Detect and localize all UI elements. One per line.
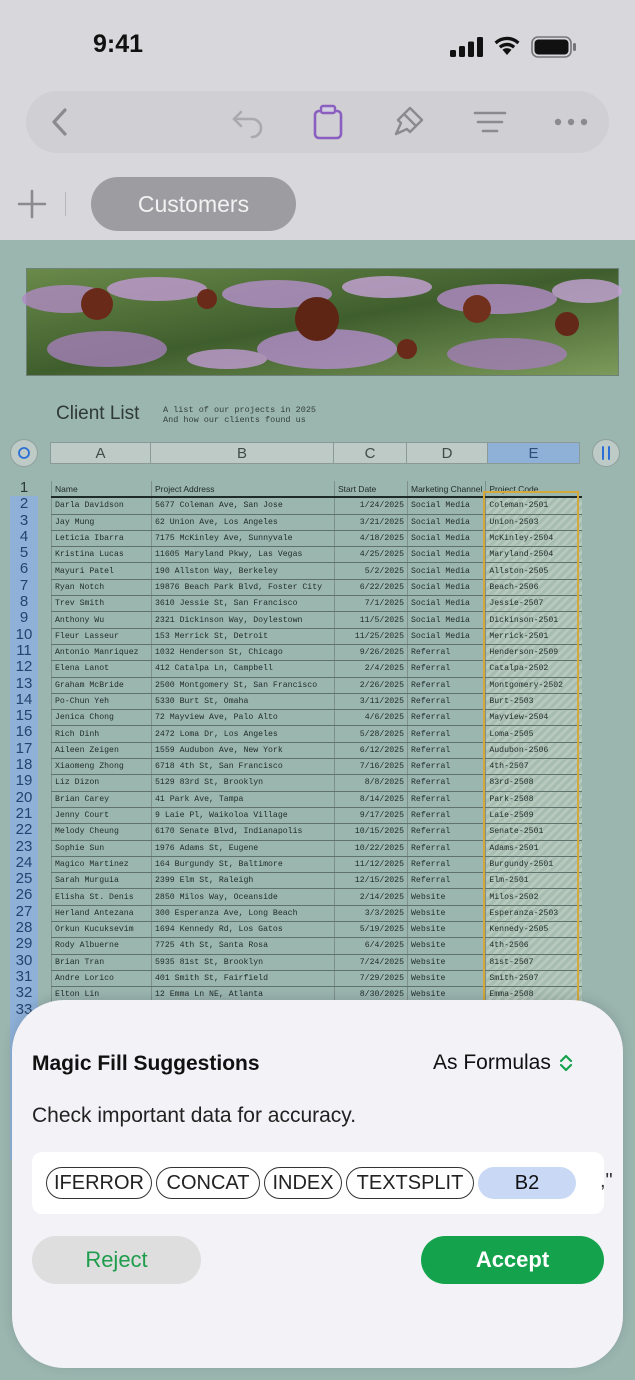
cell-marketing-channel[interactable]: Referral xyxy=(408,661,486,677)
cell-marketing-channel[interactable]: Social Media xyxy=(408,612,486,628)
cell-start-date[interactable]: 11/12/2025 xyxy=(335,856,408,872)
row-number[interactable]: 13 xyxy=(10,676,38,692)
row-number-column xyxy=(10,480,38,1018)
cell-project-address[interactable]: 7175 McKinley Ave, Sunnyvale xyxy=(152,530,335,546)
cell-name[interactable]: Elton Lin xyxy=(52,987,152,1003)
cell-project-address[interactable]: 2472 Loma Dr, Los Angeles xyxy=(152,726,335,742)
column-header-bar xyxy=(50,442,580,464)
cell-project-code[interactable]: Emma-2508 xyxy=(486,987,582,1003)
undo-button[interactable] xyxy=(216,91,280,153)
row-number[interactable]: 10 xyxy=(10,627,38,643)
cell-marketing-channel[interactable]: Website xyxy=(408,905,486,921)
cell-project-address[interactable]: 5677 Coleman Ave, San Jose xyxy=(152,497,335,514)
row-number[interactable]: 14 xyxy=(10,692,38,708)
cell-project-code[interactable]: Esperanza-2503 xyxy=(486,905,582,921)
cell-start-date[interactable]: 8/30/2025 xyxy=(335,987,408,1003)
row-number[interactable]: 2 xyxy=(10,496,38,512)
cell-project-address[interactable]: 11605 Maryland Pkwy, Las Vegas xyxy=(152,547,335,563)
cell-start-date[interactable]: 9/17/2025 xyxy=(335,807,408,823)
formula-token-index[interactable]: INDEX xyxy=(264,1167,342,1199)
table-row xyxy=(52,856,582,872)
table-row xyxy=(52,579,582,595)
pause-handle-icon xyxy=(600,446,612,460)
cell-start-date[interactable]: 3/3/2025 xyxy=(335,905,408,921)
table-body xyxy=(52,497,582,1003)
circle-handle-icon xyxy=(17,446,31,460)
table-row xyxy=(52,775,582,791)
select-all-handle[interactable] xyxy=(10,439,38,467)
more-icon xyxy=(554,118,588,126)
table-row xyxy=(52,596,582,612)
cell-name[interactable]: Melody Cheung xyxy=(52,824,152,840)
cell-project-address[interactable]: 72 Mayview Ave, Palo Alto xyxy=(152,710,335,726)
row-number[interactable]: 1 xyxy=(19,479,29,496)
cell-name[interactable]: Darla Davidson xyxy=(52,497,152,514)
cell-start-date[interactable]: 6/12/2025 xyxy=(335,742,408,758)
cell-start-date[interactable]: 12/15/2025 xyxy=(335,873,408,889)
cell-start-date[interactable]: 8/8/2025 xyxy=(335,775,408,791)
cell-start-date[interactable]: 11/25/2025 xyxy=(335,628,408,644)
cell-project-code[interactable]: 81st-2507 xyxy=(486,954,582,970)
row-number[interactable]: 19 xyxy=(10,773,38,789)
formula-mode-label: As Formulas xyxy=(433,1051,551,1074)
cell-marketing-channel[interactable]: Website xyxy=(408,922,486,938)
cell-name[interactable]: Magico Martinez xyxy=(52,856,152,872)
data-table xyxy=(51,481,582,1004)
cell-name[interactable]: Mayuri Patel xyxy=(52,563,152,579)
cell-name[interactable]: Elisha St. Denis xyxy=(52,889,152,905)
header-start-date[interactable]: Start Date xyxy=(335,481,408,497)
cell-name[interactable]: Andre Lorico xyxy=(52,970,152,986)
row-number[interactable]: 18 xyxy=(10,757,38,773)
row-number[interactable]: 12 xyxy=(10,659,38,675)
cell-project-address[interactable]: 190 Allston Way, Berkeley xyxy=(152,563,335,579)
cell-project-code[interactable]: Dickinson-2501 xyxy=(486,612,582,628)
row-number[interactable]: 22 xyxy=(10,822,38,838)
cell-name[interactable]: Rich Dinh xyxy=(52,726,152,742)
clipboard-button[interactable] xyxy=(296,91,360,153)
battery-icon xyxy=(531,36,577,58)
cell-project-code[interactable]: Elm-2501 xyxy=(486,873,582,889)
cell-name[interactable]: Brian Carey xyxy=(52,791,152,807)
cell-project-address[interactable]: 401 Smith St, Fairfield xyxy=(152,970,335,986)
cell-marketing-channel[interactable]: Referral xyxy=(408,856,486,872)
sheet-title[interactable]: Client List xyxy=(56,403,140,424)
cell-name[interactable]: Herland Antezana xyxy=(52,905,152,921)
row-number[interactable]: 17 xyxy=(10,741,38,757)
formula-token-iferror[interactable]: IFERROR xyxy=(46,1167,152,1199)
table-row xyxy=(52,840,582,856)
paintbrush-icon xyxy=(390,104,426,140)
cell-project-address[interactable]: 19876 Beach Park Blvd, Foster City xyxy=(152,579,335,595)
table-row xyxy=(52,693,582,709)
cell-project-code[interactable]: Park-2508 xyxy=(486,791,582,807)
cell-marketing-channel[interactable]: Website xyxy=(408,970,486,986)
formula-preview[interactable] xyxy=(32,1152,613,1214)
cell-project-address[interactable]: 2500 Montgomery St, San Francisco xyxy=(152,677,335,693)
cell-project-code[interactable]: Senate-2501 xyxy=(486,824,582,840)
table-row xyxy=(52,644,582,660)
cell-project-code[interactable]: Allston-2505 xyxy=(486,563,582,579)
row-number[interactable]: 4 xyxy=(10,529,38,545)
column-header-e[interactable]: E xyxy=(487,442,580,464)
cell-start-date[interactable]: 10/22/2025 xyxy=(335,840,408,856)
cell-project-code[interactable]: Catalpa-2502 xyxy=(486,661,582,677)
cell-start-date[interactable]: 7/1/2025 xyxy=(335,596,408,612)
cell-project-address[interactable]: 9 Laie Pl, Waikoloa Village xyxy=(152,807,335,823)
cell-name[interactable]: Anthony Wu xyxy=(52,612,152,628)
cell-start-date[interactable]: 4/25/2025 xyxy=(335,547,408,563)
back-icon xyxy=(50,107,70,137)
cell-start-date[interactable]: 7/24/2025 xyxy=(335,954,408,970)
cell-marketing-channel[interactable]: Website xyxy=(408,889,486,905)
cell-marketing-channel[interactable]: Referral xyxy=(408,710,486,726)
row-number[interactable]: 23 xyxy=(10,839,38,855)
cell-start-date[interactable]: 3/11/2025 xyxy=(335,693,408,709)
cell-marketing-channel[interactable]: Website xyxy=(408,938,486,954)
cell-marketing-channel[interactable]: Referral xyxy=(408,677,486,693)
cell-marketing-channel[interactable]: Referral xyxy=(408,791,486,807)
table-row xyxy=(52,710,582,726)
table-row xyxy=(52,612,582,628)
tab-divider xyxy=(65,192,66,216)
cell-project-code[interactable]: 4th-2506 xyxy=(486,938,582,954)
cell-marketing-channel[interactable]: Social Media xyxy=(408,563,486,579)
table-row xyxy=(52,824,582,840)
row-number[interactable]: 6 xyxy=(10,561,38,577)
cell-start-date[interactable]: 11/5/2025 xyxy=(335,612,408,628)
cell-project-code[interactable]: Burgundy-2501 xyxy=(486,856,582,872)
table-row xyxy=(52,905,582,921)
cell-project-address[interactable]: 1694 Kennedy Rd, Los Gatos xyxy=(152,922,335,938)
cell-name[interactable]: Ryan Notch xyxy=(52,579,152,595)
cell-project-address[interactable]: 300 Esperanza Ave, Long Beach xyxy=(152,905,335,921)
cell-project-address[interactable]: 164 Burgundy St, Baltimore xyxy=(152,856,335,872)
cell-start-date[interactable]: 4/6/2025 xyxy=(335,710,408,726)
row-number[interactable]: 24 xyxy=(10,855,38,871)
cell-name[interactable]: Aileen Zeigen xyxy=(52,742,152,758)
cell-name[interactable]: Kristina Lucas xyxy=(52,547,152,563)
cell-start-date[interactable]: 7/29/2025 xyxy=(335,970,408,986)
cell-project-code[interactable]: 83rd-2508 xyxy=(486,775,582,791)
accuracy-message: Check important data for accuracy. xyxy=(32,1104,357,1127)
cell-project-code[interactable]: Beach-2506 xyxy=(486,579,582,595)
cell-marketing-channel[interactable]: Referral xyxy=(408,824,486,840)
more-button[interactable] xyxy=(539,91,603,153)
column-header-d[interactable]: D xyxy=(406,442,487,464)
cell-name[interactable]: Liz Dizon xyxy=(52,775,152,791)
row-number[interactable]: 8 xyxy=(10,594,38,610)
table-row xyxy=(52,726,582,742)
cell-name[interactable]: Jenny Court xyxy=(52,807,152,823)
banner-image[interactable] xyxy=(26,268,619,376)
flower-banner-image xyxy=(27,269,618,375)
cell-start-date[interactable]: 2/14/2025 xyxy=(335,889,408,905)
table-row xyxy=(52,873,582,889)
cell-project-code[interactable]: Coleman-2501 xyxy=(486,497,582,514)
tab-customers[interactable]: Customers xyxy=(91,177,296,231)
cell-start-date[interactable]: 6/4/2025 xyxy=(335,938,408,954)
cell-name[interactable]: Sophie Sun xyxy=(52,840,152,856)
cell-name[interactable]: Orkun Kucuksevim xyxy=(52,922,152,938)
header-project-address[interactable]: Project Address xyxy=(152,481,335,497)
table-row xyxy=(52,922,582,938)
back-button[interactable] xyxy=(28,91,92,153)
table-row xyxy=(52,807,582,823)
formula-token-concat[interactable]: CONCAT xyxy=(156,1167,260,1199)
table-row xyxy=(52,661,582,677)
table-row xyxy=(52,742,582,758)
cell-marketing-channel[interactable]: Social Media xyxy=(408,547,486,563)
cell-start-date[interactable]: 3/21/2025 xyxy=(335,514,408,530)
cell-project-code[interactable]: Smith-2507 xyxy=(486,970,582,986)
cell-name[interactable]: Antonio Manriquez xyxy=(52,644,152,660)
cell-project-code[interactable]: Audubon-2506 xyxy=(486,742,582,758)
cell-project-address[interactable]: 62 Union Ave, Los Angeles xyxy=(152,514,335,530)
cell-project-address[interactable]: 2850 Milos Way, Oceanside xyxy=(152,889,335,905)
cell-project-address[interactable]: 5330 Burt St, Omaha xyxy=(152,693,335,709)
table-row xyxy=(52,970,582,986)
cell-start-date[interactable]: 8/14/2025 xyxy=(335,791,408,807)
cell-marketing-channel[interactable]: Social Media xyxy=(408,514,486,530)
table-row xyxy=(52,677,582,693)
cell-name[interactable]: Po-Chun Yeh xyxy=(52,693,152,709)
cell-start-date[interactable]: 9/26/2025 xyxy=(335,644,408,660)
table-row xyxy=(52,791,582,807)
cell-project-address[interactable]: 1559 Audubon Ave, New York xyxy=(152,742,335,758)
cell-project-address[interactable]: 1032 Henderson St, Chicago xyxy=(152,644,335,660)
add-sheet-icon[interactable] xyxy=(16,188,48,220)
cell-marketing-channel[interactable]: Social Media xyxy=(408,596,486,612)
cell-project-code[interactable]: Merrick-2501 xyxy=(486,628,582,644)
cell-project-address[interactable]: 7725 4th St, Santa Rosa xyxy=(152,938,335,954)
cell-project-address[interactable]: 2321 Dickinson Way, Doylestown xyxy=(152,612,335,628)
table-row xyxy=(52,954,582,970)
cell-start-date[interactable]: 10/15/2025 xyxy=(335,824,408,840)
cell-name[interactable]: Fleur Lasseur xyxy=(52,628,152,644)
table-row xyxy=(52,938,582,954)
row-number[interactable]: 26 xyxy=(10,887,38,903)
formula-trailing-text: ," xyxy=(600,1170,613,1192)
cell-project-address[interactable]: 153 Merrick St, Detroit xyxy=(152,628,335,644)
cell-project-code[interactable]: Montgomery-2502 xyxy=(486,677,582,693)
cell-project-address[interactable]: 5129 83rd St, Brooklyn xyxy=(152,775,335,791)
table-row xyxy=(52,530,582,546)
cell-start-date[interactable]: 4/18/2025 xyxy=(335,530,408,546)
cell-name[interactable]: Elena Lanot xyxy=(52,661,152,677)
magic-fill-title: Magic Fill Suggestions xyxy=(32,1052,260,1075)
header-marketing-channel[interactable]: Marketing Channel xyxy=(408,481,486,497)
subtitle-line-2: And how our clients found us xyxy=(163,415,306,425)
cell-project-code[interactable]: McKinley-2504 xyxy=(486,530,582,546)
cell-project-address[interactable]: 1976 Adams St, Eugene xyxy=(152,840,335,856)
column-header-a[interactable]: A xyxy=(50,442,150,464)
row-number[interactable]: 16 xyxy=(10,724,38,740)
cell-marketing-channel[interactable]: Referral xyxy=(408,726,486,742)
cell-marketing-channel[interactable]: Social Media xyxy=(408,497,486,514)
cell-marketing-channel[interactable]: Referral xyxy=(408,759,486,775)
format-icon xyxy=(473,110,507,134)
cell-start-date[interactable]: 5/2/2025 xyxy=(335,563,408,579)
cell-name[interactable]: Graham McBride xyxy=(52,677,152,693)
cell-project-address[interactable]: 3610 Jessie St, San Francisco xyxy=(152,596,335,612)
sheet-subtitle[interactable] xyxy=(163,405,363,425)
row-number[interactable]: 25 xyxy=(10,871,38,887)
table-row xyxy=(52,889,582,905)
cell-start-date[interactable]: 5/19/2025 xyxy=(335,922,408,938)
cell-project-code[interactable]: Loma-2505 xyxy=(486,726,582,742)
accept-button[interactable]: Accept xyxy=(421,1236,604,1284)
row-number[interactable]: 15 xyxy=(10,708,38,724)
column-resize-handle[interactable] xyxy=(592,439,620,467)
table-row xyxy=(52,628,582,644)
subtitle-line-1: A list of our projects in 2025 xyxy=(163,405,317,415)
magic-fill-panel xyxy=(12,1000,623,1368)
cell-marketing-channel[interactable]: Referral xyxy=(408,742,486,758)
cell-project-code[interactable]: Mayview-2504 xyxy=(486,710,582,726)
status-bar xyxy=(0,0,635,90)
cell-name[interactable]: Trev Smith xyxy=(52,596,152,612)
cell-start-date[interactable]: 2/26/2025 xyxy=(335,677,408,693)
table-row xyxy=(52,759,582,775)
cell-project-code[interactable]: 4th-2507 xyxy=(486,759,582,775)
cell-marketing-channel[interactable]: Website xyxy=(408,954,486,970)
cellular-signal-icon xyxy=(450,37,484,57)
row-number[interactable]: 29 xyxy=(10,936,38,952)
cell-start-date[interactable]: 1/24/2025 xyxy=(335,497,408,514)
cell-marketing-channel[interactable]: Referral xyxy=(408,693,486,709)
clipboard-icon xyxy=(312,104,344,140)
status-time: 9:41 xyxy=(93,30,144,58)
reject-button[interactable]: Reject xyxy=(32,1236,201,1284)
cell-marketing-channel[interactable]: Referral xyxy=(408,775,486,791)
table-row xyxy=(52,547,582,563)
cell-start-date[interactable]: 5/28/2025 xyxy=(335,726,408,742)
cell-marketing-channel[interactable]: Referral xyxy=(408,644,486,660)
cell-marketing-channel[interactable]: Referral xyxy=(408,807,486,823)
cell-name[interactable]: Rody Albuerne xyxy=(52,938,152,954)
column-header-b[interactable]: B xyxy=(150,442,333,464)
cell-start-date[interactable]: 7/16/2025 xyxy=(335,759,408,775)
cell-project-code[interactable]: Maryland-2504 xyxy=(486,547,582,563)
text-format-button[interactable] xyxy=(458,91,522,153)
table-row xyxy=(52,563,582,579)
cell-project-code[interactable]: Milos-2502 xyxy=(486,889,582,905)
cell-project-code[interactable]: Union-2503 xyxy=(486,514,582,530)
cell-project-address[interactable]: 12 Emma Ln NE, Atlanta xyxy=(152,987,335,1003)
row-number[interactable]: 9 xyxy=(10,610,38,626)
cell-project-code[interactable]: Jessie-2507 xyxy=(486,596,582,612)
cell-project-code[interactable]: Laie-2509 xyxy=(486,807,582,823)
header-name[interactable]: Name xyxy=(52,481,152,497)
cell-name[interactable]: Jay Mung xyxy=(52,514,152,530)
formula-mode-selector[interactable] xyxy=(433,1051,573,1075)
cell-marketing-channel[interactable]: Website xyxy=(408,987,486,1003)
toolbar xyxy=(26,91,609,153)
format-brush-button[interactable] xyxy=(376,91,440,153)
table-header-row xyxy=(52,481,582,497)
row-number[interactable]: 28 xyxy=(10,920,38,936)
cell-marketing-channel[interactable]: Social Media xyxy=(408,579,486,595)
row-number[interactable]: 21 xyxy=(10,806,38,822)
table-row xyxy=(52,497,582,514)
cell-marketing-channel[interactable]: Referral xyxy=(408,840,486,856)
row-number[interactable]: 31 xyxy=(10,969,38,985)
row-number[interactable]: 32 xyxy=(10,985,38,1001)
cell-project-address[interactable]: 6718 4th St, San Francisco xyxy=(152,759,335,775)
cell-start-date[interactable]: 6/22/2025 xyxy=(335,579,408,595)
cell-project-address[interactable]: 41 Park Ave, Tampa xyxy=(152,791,335,807)
cell-project-address[interactable]: 5935 81st St, Brooklyn xyxy=(152,954,335,970)
undo-icon xyxy=(231,107,265,137)
row-number[interactable]: 3 xyxy=(10,513,38,529)
cell-project-code[interactable]: Henderson-2509 xyxy=(486,644,582,660)
cell-project-code[interactable]: Burt-2503 xyxy=(486,693,582,709)
chevron-up-down-icon xyxy=(559,1053,573,1073)
formula-token-textsplit[interactable]: TEXTSPLIT xyxy=(346,1167,474,1199)
row-number[interactable]: 7 xyxy=(10,578,38,594)
wifi-icon xyxy=(492,34,522,56)
cell-project-code[interactable]: Kennedy-2505 xyxy=(486,922,582,938)
cell-marketing-channel[interactable]: Social Media xyxy=(408,530,486,546)
row-number[interactable]: 27 xyxy=(10,904,38,920)
cell-marketing-channel[interactable]: Referral xyxy=(408,873,486,889)
cell-marketing-channel[interactable]: Social Media xyxy=(408,628,486,644)
cell-name[interactable]: Brian Tran xyxy=(52,954,152,970)
row-number[interactable]: 11 xyxy=(10,643,38,659)
column-header-c[interactable]: C xyxy=(333,442,406,464)
table-row xyxy=(52,514,582,530)
row-number[interactable]: 5 xyxy=(10,545,38,561)
cell-project-address[interactable]: 412 Catalpa Ln, Campbell xyxy=(152,661,335,677)
cell-name[interactable]: Xiaomeng Zhong xyxy=(52,759,152,775)
cell-project-address[interactable]: 6170 Senate Blvd, Indianapolis xyxy=(152,824,335,840)
cell-name[interactable]: Leticia Ibarra xyxy=(52,530,152,546)
cell-project-code[interactable]: Adams-2501 xyxy=(486,840,582,856)
header-project-code[interactable]: Project Code xyxy=(486,481,582,497)
formula-token-cell-ref[interactable]: B2 xyxy=(478,1167,576,1199)
row-number[interactable]: 30 xyxy=(10,953,38,969)
row-number[interactable]: 20 xyxy=(10,790,38,806)
cell-project-address[interactable]: 2399 Elm St, Raleigh xyxy=(152,873,335,889)
cell-start-date[interactable]: 2/4/2025 xyxy=(335,661,408,677)
row-number[interactable]: 33 xyxy=(10,1002,38,1018)
cell-name[interactable]: Jenica Chong xyxy=(52,710,152,726)
cell-name[interactable]: Sarah Murguia xyxy=(52,873,152,889)
